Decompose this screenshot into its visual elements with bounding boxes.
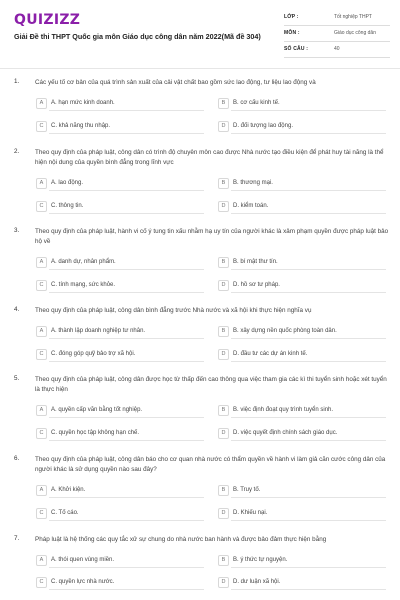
meta-row-count — [284, 42, 390, 58]
meta-key: LỚP : — [284, 14, 299, 20]
option-underline — [49, 292, 204, 293]
header-divider — [0, 68, 400, 69]
option-underline — [231, 497, 386, 498]
option-underline — [231, 520, 386, 521]
option-underline — [231, 292, 386, 293]
option-underline — [231, 589, 386, 590]
option-letter: A — [36, 326, 47, 337]
option-letter: C — [36, 428, 47, 439]
option-a[interactable] — [36, 326, 204, 338]
option-text: A. quyền cấp văn bằng tốt nghiệp. — [51, 407, 143, 413]
option-underline — [231, 269, 386, 270]
option-text: D. đầu tư các dự án kinh tế. — [233, 351, 308, 357]
option-letter: C — [36, 201, 47, 212]
option-text: D. việc quyết định chính sách giáo dục. — [233, 430, 338, 436]
option-text: B. ý thức tự nguyện. — [233, 557, 288, 563]
option-letter: C — [36, 577, 47, 588]
option-letter: B — [218, 326, 229, 337]
option-c[interactable] — [36, 577, 204, 589]
meta-row-class — [284, 10, 390, 26]
option-letter: B — [218, 178, 229, 189]
document-header — [0, 0, 400, 66]
option-letter: B — [218, 257, 229, 268]
option-letter: D — [218, 577, 229, 588]
option-letter: C — [36, 280, 47, 291]
option-underline — [49, 497, 204, 498]
question-number: 6. — [14, 455, 20, 462]
question-number: 3. — [14, 227, 20, 234]
option-underline — [231, 133, 386, 134]
option-letter: B — [218, 555, 229, 566]
option-c[interactable] — [36, 121, 204, 133]
option-text: D. đối tượng lao động. — [233, 123, 293, 129]
option-b[interactable] — [218, 257, 386, 269]
option-underline — [49, 338, 204, 339]
option-text: C. Tố cáo. — [51, 510, 79, 516]
meta-value: Tốt nghiệp THPT — [334, 14, 372, 20]
option-text: B. xây dựng nền quốc phòng toàn dân. — [233, 328, 337, 334]
option-letter: A — [36, 178, 47, 189]
option-d[interactable] — [218, 121, 386, 133]
option-d[interactable] — [218, 508, 386, 520]
option-b[interactable] — [218, 98, 386, 110]
option-text: B. việc định đoạt quy trình tuyển sinh. — [233, 407, 334, 413]
option-letter: B — [218, 98, 229, 109]
meta-key: MÔN : — [284, 30, 300, 36]
option-d[interactable] — [218, 428, 386, 440]
option-b[interactable] — [218, 326, 386, 338]
question-text: Theo quy định của pháp luật, công dân bình đẳng trước Nhà nước và xã hội khi thực hiện nghĩa vụ — [35, 307, 312, 314]
option-b[interactable] — [218, 555, 386, 567]
question-number: 4. — [14, 306, 20, 313]
question-number: 7. — [14, 535, 20, 542]
option-letter: C — [36, 121, 47, 132]
option-c[interactable] — [36, 428, 204, 440]
option-underline — [231, 190, 386, 191]
option-underline — [231, 361, 386, 362]
option-letter: D — [218, 280, 229, 291]
option-c[interactable] — [36, 280, 204, 292]
option-letter: D — [218, 508, 229, 519]
meta-key: SỐ CÂU : — [284, 46, 309, 52]
option-letter: A — [36, 555, 47, 566]
option-letter: B — [218, 405, 229, 416]
option-c[interactable] — [36, 349, 204, 361]
option-letter: A — [36, 98, 47, 109]
option-text: A. thói quen vùng miền. — [51, 557, 115, 563]
option-text: A. hạn mức kinh doanh. — [51, 100, 115, 106]
option-underline — [49, 213, 204, 214]
option-text: C. đóng góp quỹ bảo trợ xã hội. — [51, 351, 136, 357]
document-title: Giải Đề thi THPT Quốc gia môn Giáo dục công dân năm 2022(Mã đề 304) — [14, 32, 261, 41]
option-letter: D — [218, 349, 229, 360]
option-text: C. quyền học tập không hạn chế. — [51, 430, 140, 436]
question-number: 2. — [14, 148, 20, 155]
question-number: 5. — [14, 375, 20, 382]
option-a[interactable] — [36, 257, 204, 269]
meta-row-subject — [284, 26, 390, 42]
option-underline — [231, 567, 386, 568]
option-d[interactable] — [218, 349, 386, 361]
meta-value: 40 — [334, 46, 340, 52]
option-text: B. cơ cấu kinh tế. — [233, 100, 280, 106]
option-letter: D — [218, 428, 229, 439]
option-underline — [231, 213, 386, 214]
option-letter: A — [36, 405, 47, 416]
option-letter: B — [218, 485, 229, 496]
option-letter: C — [36, 349, 47, 360]
question-text: Theo quy định của pháp luật, hành vi cố ý tung tin xấu nhằm hạ uy tín của người khác là xâm phạm quyền được pháp luật bảo hộ về — [35, 228, 389, 245]
option-text: A. lao động. — [51, 180, 84, 186]
option-underline — [231, 110, 386, 111]
option-text: C. quyền lực nhà nước. — [51, 579, 115, 585]
option-text: D. dư luận xã hội. — [233, 579, 281, 585]
option-underline — [49, 417, 204, 418]
option-b[interactable] — [218, 405, 386, 417]
option-text: B. bí mật thư tín. — [233, 259, 278, 265]
option-letter: D — [218, 121, 229, 132]
option-a[interactable] — [36, 405, 204, 417]
option-letter: A — [36, 485, 47, 496]
question-text: Pháp luật là hệ thống các quy tắc xử sự chung do nhà nước ban hành và được bảo đảm thực hiện bằng — [35, 536, 327, 543]
option-underline — [49, 567, 204, 568]
question-text: Các yếu tố cơ bản của quá trình sản xuất của cải vật chất bao gồm sức lao động, tư liệu lao động và — [35, 79, 316, 86]
option-a[interactable] — [36, 555, 204, 567]
option-underline — [231, 338, 386, 339]
option-underline — [231, 440, 386, 441]
option-a[interactable] — [36, 485, 204, 497]
option-underline — [49, 440, 204, 441]
option-text: D. kiểm toán. — [233, 203, 269, 209]
option-d[interactable] — [218, 201, 386, 213]
option-text: B. thương mại. — [233, 180, 273, 186]
meta-table — [284, 10, 390, 58]
option-d[interactable] — [218, 280, 386, 292]
question-text: Theo quy định của pháp luật, công dân có trình độ chuyên môn cao được Nhà nước tạo điều kiện để phát huy tài năng là thể hiện nội dung của quyền bình đẳng trong lĩnh vực — [35, 149, 384, 166]
option-d[interactable] — [218, 577, 386, 589]
option-b[interactable] — [218, 485, 386, 497]
option-b[interactable] — [218, 178, 386, 190]
option-letter: C — [36, 508, 47, 519]
option-text: C. khả năng thu nhập. — [51, 123, 111, 129]
option-c[interactable] — [36, 508, 204, 520]
quizizz-logo: QUIZIZZ — [14, 12, 81, 28]
option-text: A. danh dự, nhân phẩm. — [51, 259, 116, 265]
option-underline — [49, 520, 204, 521]
option-a[interactable] — [36, 178, 204, 190]
option-underline — [231, 417, 386, 418]
option-text: A. Khởi kiện. — [51, 487, 86, 493]
option-underline — [49, 361, 204, 362]
question-text: Theo quy định của pháp luật, công dân được học từ thấp đến cao thông qua việc tham gia các kì thi tuyển sinh hoặc xét tuyển là thực hiện — [35, 376, 387, 393]
option-text: D. hồ sơ tư pháp. — [233, 282, 280, 288]
option-underline — [49, 110, 204, 111]
option-letter: D — [218, 201, 229, 212]
option-underline — [49, 190, 204, 191]
option-underline — [49, 589, 204, 590]
option-underline — [49, 269, 204, 270]
meta-value: Giáo dục công dân — [334, 30, 376, 36]
option-text: C. thông tin. — [51, 203, 84, 209]
question-number: 1. — [14, 78, 20, 85]
option-a[interactable] — [36, 98, 204, 110]
option-text: B. Truy tố. — [233, 487, 261, 493]
option-letter: A — [36, 257, 47, 268]
option-text: C. tính mạng, sức khỏe. — [51, 282, 116, 288]
question-text: Theo quy định của pháp luật, công dân báo cho cơ quan nhà nước có thẩm quyền về hành vi làm giả căn cước công dân của người khác là sử dụng quyền nào sau đây? — [35, 456, 386, 473]
option-text: A. thành lập doanh nghiệp tư nhân. — [51, 328, 146, 334]
option-text: D. Khiếu nại. — [233, 510, 268, 516]
option-c[interactable] — [36, 201, 204, 213]
option-underline — [49, 133, 204, 134]
